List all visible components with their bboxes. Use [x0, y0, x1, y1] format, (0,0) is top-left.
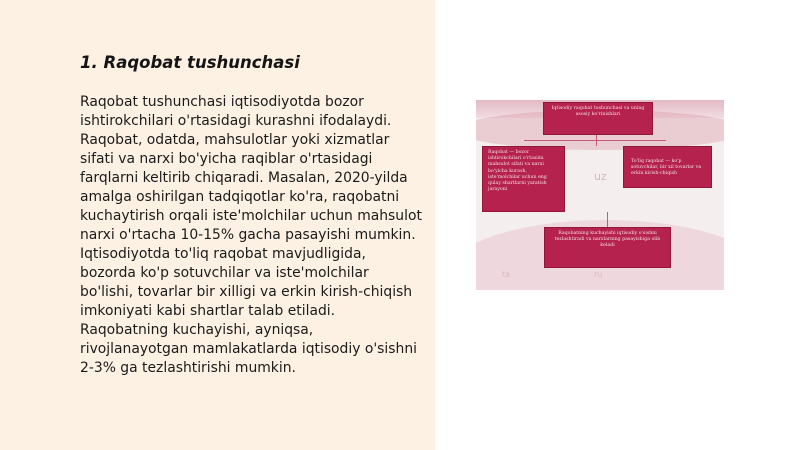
diagram-box-top: Iqtisodiy raqobat tushunchasi va uning asosiy ko'rinishlari: [543, 102, 653, 135]
concept-diagram-image: [476, 100, 724, 290]
diagram-connector: [524, 140, 666, 141]
diagram-box-bottom: Raqobatning kuchayishi iqtisodiy o'sishni tezlashtiradi va narxlarning pasayishiga olib keladi: [544, 227, 671, 268]
figure-faint-mark: ru: [594, 270, 603, 279]
diagram-connector: [607, 212, 608, 227]
diagram-box-right: To'liq raqobat — ko'p sotuvchilar, bir xil tovarlar va erkin kirish-chiqish: [623, 146, 712, 188]
figure-faint-mark: ta: [502, 270, 511, 279]
diagram-box-left: Raqobat — bozor ishtirokchilari o'rtasida mahsulot sifati va narxi bo'yicha kurash, iste'molchilar uchun eng qulay shartlarni yaratish jarayoni: [482, 146, 565, 212]
slide-body-text: Raqobat tushunchasi iqtisodiyotda bozor ishtirokchilari o'rtasidagi kurashni ifodalaydi. Raqobat, odatda, mahsulotlar yoki xizmatlar sifati va narxi bo'yicha raqiblar o'rtasidagi farqlarni keltirib chiqaradi. Masalan, 2020-yilda amalga oshirilgan tadqiqotlar ko'ra, raqobatni kuchaytirish orqali iste'molchilar uchun mahsulot narxi o'rtacha 10-15% gacha pasayishi mumkin. Iqtisodiyotda to'liq raqobat mavjudligida, bozorda ko'p sotuvchilar va iste'molchilar bo'lishi, tovarlar bir xilligi va erkin kirish-chiqish imkoniyati kabi shartlar talab etiladi. Raqobatning kuchayishi, ayniqsa, rivojlanayotgan mamlakatlarda iqtisodiy o'sishni 2-3% ga tezlashtirishi mumkin.: [80, 94, 422, 376]
slide-title: 1. Raqobat tushunchasi: [80, 53, 300, 72]
figure-faint-mark: uz: [594, 170, 607, 183]
